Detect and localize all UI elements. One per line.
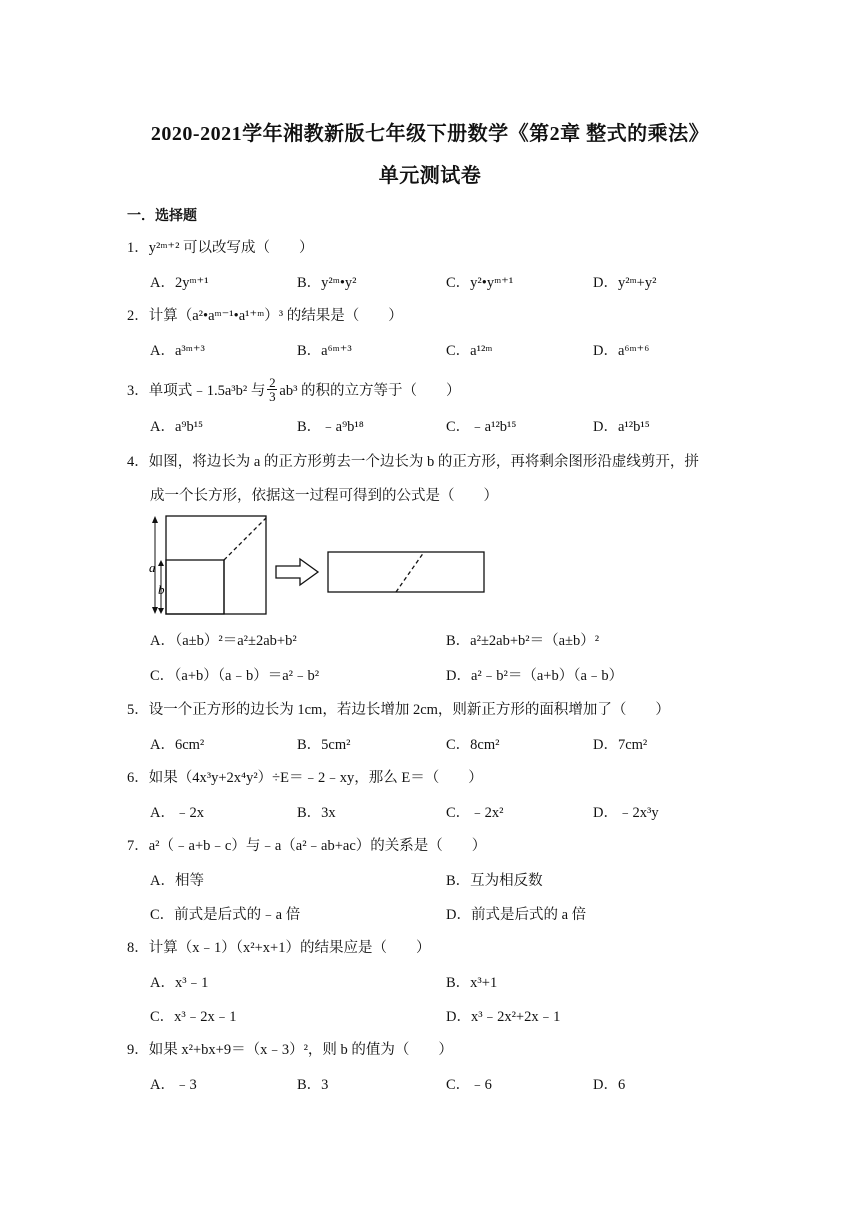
fraction-denominator: 3: [269, 389, 276, 404]
result-rectangle: [328, 552, 484, 592]
question-2-option-c: C．a¹²ᵐ: [446, 343, 493, 359]
question-7-option-a: A．相等: [150, 873, 204, 889]
question-3-option-c: C．﹣a¹²b¹⁵: [446, 419, 517, 435]
question-8-stem: 8．计算（x﹣1）（x²+x+1）的结果应是（ ）: [127, 940, 431, 956]
fraction: [267, 376, 277, 403]
question-6-stem: 6．如果（4x³y+2x⁴y²）÷E＝﹣2﹣xy，那么 E＝（ ）: [127, 770, 483, 786]
question-4-option-a: A．（a±b）²＝a²±2ab+b²: [150, 633, 297, 649]
question-6-option-c: C．﹣2x²: [446, 805, 504, 821]
arrow-icon: [276, 559, 318, 585]
question-8-option-d: D．x³﹣2x²+2x﹣1: [446, 1009, 561, 1025]
question-5-option-c: C．8cm²: [446, 737, 500, 753]
question-2-stem: 2．计算（a²•aᵐ⁻¹•a¹⁺ᵐ）³ 的结果是（ ）: [127, 308, 403, 324]
question-4-option-d: D．a²﹣b²＝（a+b）（a﹣b）: [446, 668, 624, 684]
question-5-option-a: A．6cm²: [150, 737, 205, 753]
question-1-option-c: C．y²•yᵐ⁺¹: [446, 275, 514, 291]
question-9-option-d: D．6: [593, 1077, 626, 1093]
question-3-option-b: B．﹣a⁹b¹⁸: [297, 419, 364, 435]
question-6-option-a: A．﹣2x: [150, 805, 204, 821]
question-6-option-b: B．3x: [297, 805, 336, 821]
question-2-option-d: D．a⁶ᵐ⁺⁶: [593, 343, 650, 359]
question-9-option-c: C．﹣6: [446, 1077, 492, 1093]
page-subtitle: 单元测试卷: [378, 165, 482, 187]
question-1-option-b: B．y²ᵐ•y²: [297, 275, 357, 291]
question-7-option-b: B．互为相反数: [446, 873, 543, 889]
fraction-numerator: 2: [269, 375, 276, 390]
question-1-option-d: D．y²ᵐ+y²: [593, 275, 657, 291]
question-7-option-d: D．前式是后式的 a 倍: [446, 907, 587, 923]
question-2-option-a: A．a³ᵐ⁺³: [150, 343, 205, 359]
question-7-option-c: C．前式是后式的﹣a 倍: [150, 907, 301, 923]
question-4-stem-line2: 成一个长方形，依据这一过程可得到的公式是（ ）: [150, 488, 498, 504]
question-1-stem: 1．y²ᵐ⁺² 可以改写成（ ）: [127, 240, 314, 256]
big-square: [166, 516, 266, 614]
question-5-option-b: B．5cm²: [297, 737, 351, 753]
question-3-stem-pre: 3．单项式﹣1.5a³b² 与: [127, 383, 266, 399]
question-7-stem: 7．a²（﹣a+b﹣c）与﹣a（a²﹣ab+ac）的关系是（ ）: [127, 838, 487, 854]
question-8-option-a: A．x³﹣1: [150, 975, 209, 991]
question-1-option-a: A．2yᵐ⁺¹: [150, 275, 209, 291]
label-b: b: [158, 582, 165, 597]
question-5-stem: 5．设一个正方形的边长为 1cm，若边长增加 2cm，则新正方形的面积增加了（ ）: [127, 702, 670, 718]
question-5-option-d: D．7cm²: [593, 737, 648, 753]
question-8-option-b: B．x³+1: [446, 975, 498, 991]
question-3-stem: [127, 376, 461, 403]
question-9-option-b: B．3: [297, 1077, 329, 1093]
question-3-stem-post: ab³ 的积的立方等于（ ）: [279, 383, 461, 399]
section-heading: 一．选择题: [127, 209, 197, 224]
cut-line: [224, 518, 266, 560]
question-9-stem: 9．如果 x²+bx+9＝（x﹣3）²，则 b 的值为（ ）: [127, 1042, 453, 1058]
question-6-option-d: D．﹣2x³y: [593, 805, 659, 821]
question-3-option-a: A．a⁹b¹⁵: [150, 419, 204, 435]
question-9-option-a: A．﹣3: [150, 1077, 197, 1093]
question-8-option-c: C．x³﹣2x﹣1: [150, 1009, 237, 1025]
small-square: [166, 560, 224, 614]
question-2-option-b: B．a⁶ᵐ⁺³: [297, 343, 352, 359]
question-4-option-c: C．（a+b）（a﹣b）＝a²﹣b²: [150, 668, 320, 684]
question-4-option-b: B．a²±2ab+b²＝（a±b）²: [446, 633, 600, 649]
question-3-option-d: D．a¹²b¹⁵: [593, 419, 650, 435]
label-a: a: [149, 560, 156, 575]
question-4-stem: 4．如图，将边长为 a 的正方形剪去一个边长为 b 的正方形，再将剩余图形沿虚线剪开，拼: [127, 454, 699, 470]
page-title: 2020-2021学年湘教新版七年级下册数学《第2章 整式的乘法》: [150, 123, 710, 145]
square-cut-figure: [148, 514, 488, 618]
